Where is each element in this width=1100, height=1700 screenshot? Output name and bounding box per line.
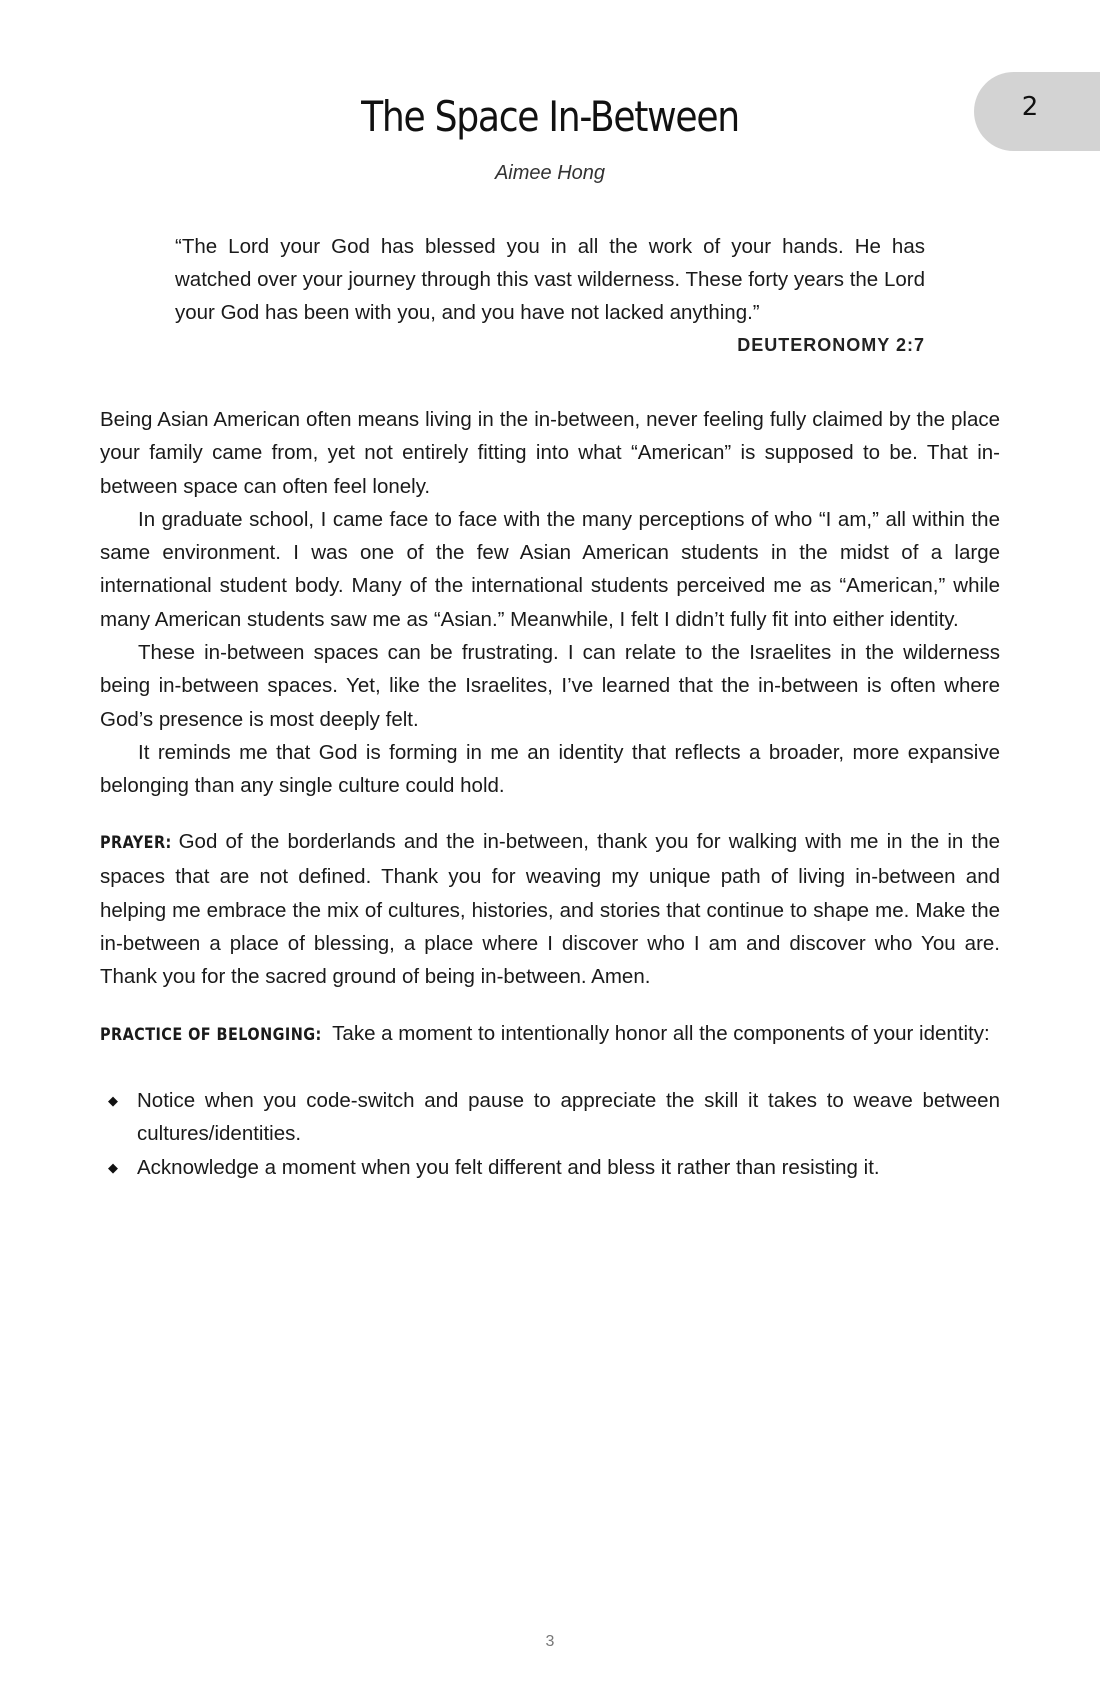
page-number: 3 (545, 1633, 555, 1650)
list-item (100, 1084, 1000, 1151)
practice-list (100, 1084, 1000, 1184)
body-paragraph: These in-between spaces can be frustrating. I can relate to the Israelites in the wilderness being in-between spaces. Yet, like the Israelites, I’ve learned that the in-between is often where God’s presence is most deeply felt. (100, 641, 1000, 731)
prayer-label: PRAYER: (100, 833, 172, 853)
list-item (100, 1151, 1000, 1184)
diamond-bullet-icon: ◆ (108, 1093, 118, 1108)
diamond-bullet-icon: ◆ (108, 1159, 118, 1175)
chapter-number: 2 (1021, 92, 1039, 122)
epigraph-reference: DEUTERONOMY 2:7 (737, 335, 925, 355)
list-item-text: Acknowledge a moment when you felt different and bless it rather than resisting it. (137, 1155, 880, 1179)
author-name: Aimee Hong (494, 162, 606, 184)
practice-label: PRACTICE OF BELONGING: (100, 1025, 322, 1045)
list-item-text: Notice when you code-switch and pause to appreciate the skill it takes to weave between cultures/identities. (137, 1089, 1000, 1146)
body-paragraph: It reminds me that God is forming in me an identity that reflects a broader, more expansive belonging than any single culture could hold. (100, 740, 1000, 798)
body-text (100, 403, 1000, 803)
practice-text: Take a moment to intentionally honor all the components of your identity: (332, 1022, 990, 1045)
practice-section (100, 1017, 1000, 1052)
body-paragraph: Being Asian American often means living in the in-between, never feeling fully claimed by the place your family came from, yet not entirely fitting into what “American” is supposed to be. That in-between space can often feel lonely. (100, 408, 1000, 498)
body-paragraph: In graduate school, I came face to face with the many perceptions of who “I am,” all within the same environment. I was one of the few Asian American students in the midst of a large international student body. Many of the international students perceived me as “American,” while many American students saw me as “Asian.” Meanwhile, I felt I didn’t fully fit into either identity. (100, 507, 1000, 631)
page-title: The Space In-Between (361, 92, 739, 141)
epigraph-quote: “The Lord your God has blessed you in all the work of your hands. He has watched over your journey through this vast wilderness. These forty years the Lord your God has been with you, and you have not lacked anything.” (175, 235, 925, 324)
prayer-text: God of the borderlands and the in-between, thank you for walking with me in the in the spaces that are not defined. Thank you for weaving my unique path of living in-between and helping me embrace the mix of cultures, histories, and stories that continue to shape me. Make the in-between a place of blessing, a place where I discover who I am and discover who You are. Thank you for the sacred ground of being in-between. Amen. (100, 830, 1000, 989)
prayer-section (100, 825, 1000, 993)
